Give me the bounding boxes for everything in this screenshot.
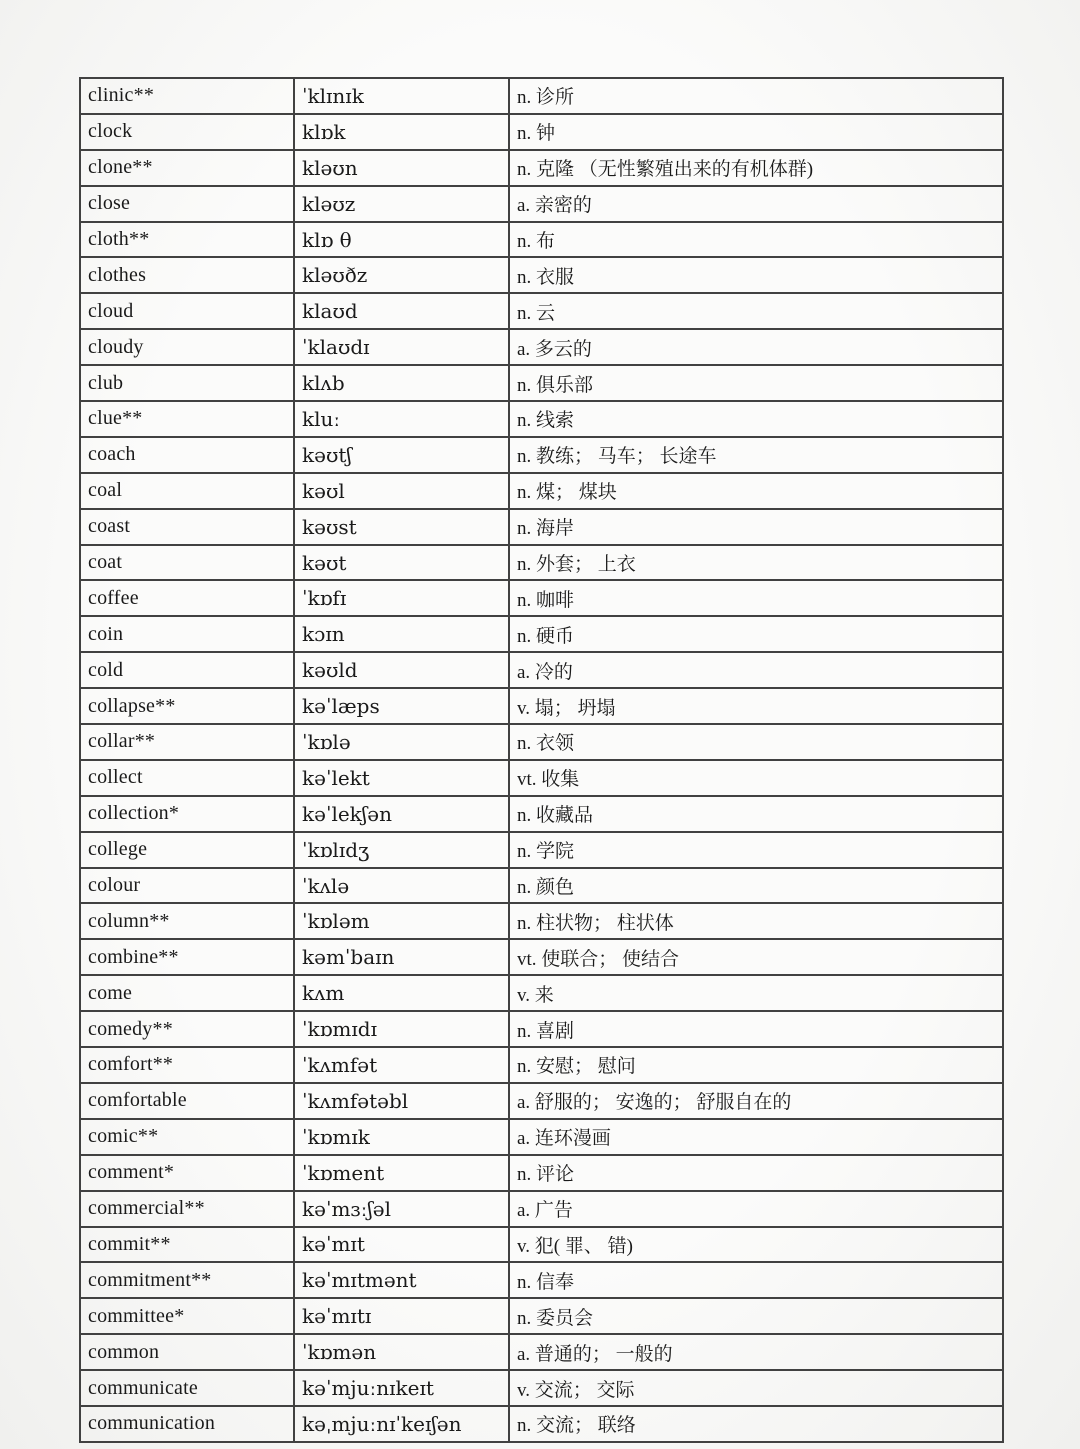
word-cell: cloth**: [80, 222, 294, 258]
word-cell: commitment**: [80, 1262, 294, 1298]
meaning-cell: n. 钟: [509, 114, 1003, 150]
table-row: [80, 114, 1003, 150]
pronunciation-cell: kʌm: [294, 975, 509, 1011]
meaning-cell: n. 衣服: [509, 257, 1003, 293]
table-row: [80, 903, 1003, 939]
pronunciation-cell: kɔɪn: [294, 616, 509, 652]
meaning-cell: n. 布: [509, 222, 1003, 258]
table-row: [80, 616, 1003, 652]
meaning-cell: v. 来: [509, 975, 1003, 1011]
table-row: [80, 939, 1003, 975]
pronunciation-cell: ˈkɒmɪk: [294, 1119, 509, 1155]
word-cell: close: [80, 186, 294, 222]
meaning-cell: n. 教练； 马车； 长途车: [509, 437, 1003, 473]
meaning-cell: n. 信奉: [509, 1262, 1003, 1298]
table-row: [80, 1047, 1003, 1083]
table-row: [80, 1298, 1003, 1334]
meaning-cell: a. 广告: [509, 1191, 1003, 1227]
meaning-cell: n. 安慰； 慰问: [509, 1047, 1003, 1083]
meaning-cell: vt. 使联合； 使结合: [509, 939, 1003, 975]
meaning-cell: n. 交流； 联络: [509, 1406, 1003, 1442]
meaning-cell: a. 舒服的； 安逸的； 舒服自在的: [509, 1083, 1003, 1119]
table-row: [80, 796, 1003, 832]
word-cell: coat: [80, 545, 294, 581]
word-cell: comment*: [80, 1155, 294, 1191]
table-row: [80, 724, 1003, 760]
word-cell: commercial**: [80, 1191, 294, 1227]
table-row: [80, 1011, 1003, 1047]
table-row: [80, 1191, 1003, 1227]
pronunciation-cell: ˈklɪnɪk: [294, 78, 509, 114]
meaning-cell: n. 俱乐部: [509, 365, 1003, 401]
pronunciation-cell: kəˈlekʃən: [294, 796, 509, 832]
pronunciation-cell: kəmˈbaɪn: [294, 939, 509, 975]
meaning-cell: n. 柱状物； 柱状体: [509, 903, 1003, 939]
table-row: [80, 186, 1003, 222]
word-cell: communicate: [80, 1370, 294, 1406]
pronunciation-cell: kəˈlekt: [294, 760, 509, 796]
pronunciation-cell: klɒk: [294, 114, 509, 150]
pronunciation-cell: ˈkɒlə: [294, 724, 509, 760]
meaning-cell: n. 咖啡: [509, 580, 1003, 616]
table-row: [80, 652, 1003, 688]
table-row: [80, 1227, 1003, 1263]
meaning-cell: n. 学院: [509, 832, 1003, 868]
word-cell: column**: [80, 903, 294, 939]
word-cell: comedy**: [80, 1011, 294, 1047]
word-cell: common: [80, 1334, 294, 1370]
meaning-cell: v. 塌； 坍塌: [509, 688, 1003, 724]
meaning-cell: vt. 收集: [509, 760, 1003, 796]
pronunciation-cell: ˈkɒmən: [294, 1334, 509, 1370]
table-row: [80, 832, 1003, 868]
pronunciation-cell: ˈkɒlɪdʒ: [294, 832, 509, 868]
pronunciation-cell: kəʊt: [294, 545, 509, 581]
table-row: [80, 760, 1003, 796]
table-row: [80, 1334, 1003, 1370]
pronunciation-cell: kləʊz: [294, 186, 509, 222]
table-row: [80, 401, 1003, 437]
word-cell: clone**: [80, 150, 294, 186]
word-cell: coast: [80, 509, 294, 545]
word-cell: collect: [80, 760, 294, 796]
meaning-cell: n. 评论: [509, 1155, 1003, 1191]
pronunciation-cell: ˈkɒfɪ: [294, 580, 509, 616]
table-row: [80, 473, 1003, 509]
meaning-cell: n. 衣领: [509, 724, 1003, 760]
pronunciation-cell: klaʊd: [294, 293, 509, 329]
meaning-cell: n. 委员会: [509, 1298, 1003, 1334]
pronunciation-cell: ˈkɒment: [294, 1155, 509, 1191]
pronunciation-cell: klɒ θ: [294, 222, 509, 258]
pronunciation-cell: ˈkʌlə: [294, 868, 509, 904]
pronunciation-cell: ˈkʌmfətəbl: [294, 1083, 509, 1119]
pronunciation-cell: kləʊðz: [294, 257, 509, 293]
pronunciation-cell: klʌb: [294, 365, 509, 401]
table-row: [80, 222, 1003, 258]
word-cell: combine**: [80, 939, 294, 975]
word-cell: communication: [80, 1406, 294, 1442]
word-cell: clothes: [80, 257, 294, 293]
meaning-cell: a. 多云的: [509, 329, 1003, 365]
word-cell: coffee: [80, 580, 294, 616]
meaning-cell: a. 冷的: [509, 652, 1003, 688]
word-cell: clock: [80, 114, 294, 150]
table-row: [80, 293, 1003, 329]
word-cell: comfort**: [80, 1047, 294, 1083]
meaning-cell: n. 颜色: [509, 868, 1003, 904]
table-row: [80, 868, 1003, 904]
pronunciation-cell: kəʊl: [294, 473, 509, 509]
table-row: [80, 975, 1003, 1011]
table-row: [80, 1119, 1003, 1155]
word-cell: come: [80, 975, 294, 1011]
table-row: [80, 509, 1003, 545]
table-row: [80, 329, 1003, 365]
table-row: [80, 688, 1003, 724]
table-row: [80, 545, 1003, 581]
pronunciation-cell: kəˈmɪtmənt: [294, 1262, 509, 1298]
table-row: [80, 1155, 1003, 1191]
pronunciation-cell: kəʊtʃ: [294, 437, 509, 473]
word-cell: commit**: [80, 1227, 294, 1263]
meaning-cell: n. 云: [509, 293, 1003, 329]
meaning-cell: a. 亲密的: [509, 186, 1003, 222]
pronunciation-cell: kəˈlæps: [294, 688, 509, 724]
meaning-cell: v. 交流； 交际: [509, 1370, 1003, 1406]
table-row: [80, 1262, 1003, 1298]
table-row: [80, 1083, 1003, 1119]
meaning-cell: v. 犯( 罪、 错): [509, 1227, 1003, 1263]
pronunciation-cell: kəˌmjuːnɪˈkeɪʃən: [294, 1406, 509, 1442]
word-cell: colour: [80, 868, 294, 904]
meaning-cell: a. 连环漫画: [509, 1119, 1003, 1155]
table-row: [80, 365, 1003, 401]
pronunciation-cell: kəʊld: [294, 652, 509, 688]
word-cell: collapse**: [80, 688, 294, 724]
table-row: [80, 78, 1003, 114]
meaning-cell: n. 海岸: [509, 509, 1003, 545]
meaning-cell: n. 硬币: [509, 616, 1003, 652]
table-row: [80, 437, 1003, 473]
meaning-cell: n. 线索: [509, 401, 1003, 437]
word-cell: cold: [80, 652, 294, 688]
pronunciation-cell: kəˈmɪt: [294, 1227, 509, 1263]
pronunciation-cell: ˈklaʊdɪ: [294, 329, 509, 365]
word-cell: collar**: [80, 724, 294, 760]
pronunciation-cell: kluː: [294, 401, 509, 437]
meaning-cell: n. 煤； 煤块: [509, 473, 1003, 509]
word-cell: cloud: [80, 293, 294, 329]
pronunciation-cell: kəˈmɪtɪ: [294, 1298, 509, 1334]
table-row: [80, 580, 1003, 616]
table-row: [80, 1370, 1003, 1406]
meaning-cell: a. 普通的； 一般的: [509, 1334, 1003, 1370]
pronunciation-cell: kəʊst: [294, 509, 509, 545]
pronunciation-cell: kəˈmɜːʃəl: [294, 1191, 509, 1227]
meaning-cell: n. 收藏品: [509, 796, 1003, 832]
pronunciation-cell: kləʊn: [294, 150, 509, 186]
word-cell: college: [80, 832, 294, 868]
vocab-table: [79, 77, 1004, 1443]
pronunciation-cell: ˈkɒmɪdɪ: [294, 1011, 509, 1047]
vocab-table-body: [80, 78, 1003, 1442]
word-cell: coin: [80, 616, 294, 652]
word-cell: coach: [80, 437, 294, 473]
table-row: [80, 150, 1003, 186]
word-cell: coal: [80, 473, 294, 509]
word-cell: comfortable: [80, 1083, 294, 1119]
word-cell: clue**: [80, 401, 294, 437]
pronunciation-cell: kəˈmjuːnɪkeɪt: [294, 1370, 509, 1406]
word-cell: comic**: [80, 1119, 294, 1155]
table-row: [80, 257, 1003, 293]
word-cell: clinic**: [80, 78, 294, 114]
pronunciation-cell: ˈkɒləm: [294, 903, 509, 939]
word-cell: club: [80, 365, 294, 401]
table-row: [80, 1406, 1003, 1442]
word-cell: cloudy: [80, 329, 294, 365]
meaning-cell: n. 诊所: [509, 78, 1003, 114]
word-cell: collection*: [80, 796, 294, 832]
pronunciation-cell: ˈkʌmfət: [294, 1047, 509, 1083]
meaning-cell: n. 克隆 （无性繁殖出来的有机体群): [509, 150, 1003, 186]
meaning-cell: n. 外套； 上衣: [509, 545, 1003, 581]
word-cell: committee*: [80, 1298, 294, 1334]
meaning-cell: n. 喜剧: [509, 1011, 1003, 1047]
